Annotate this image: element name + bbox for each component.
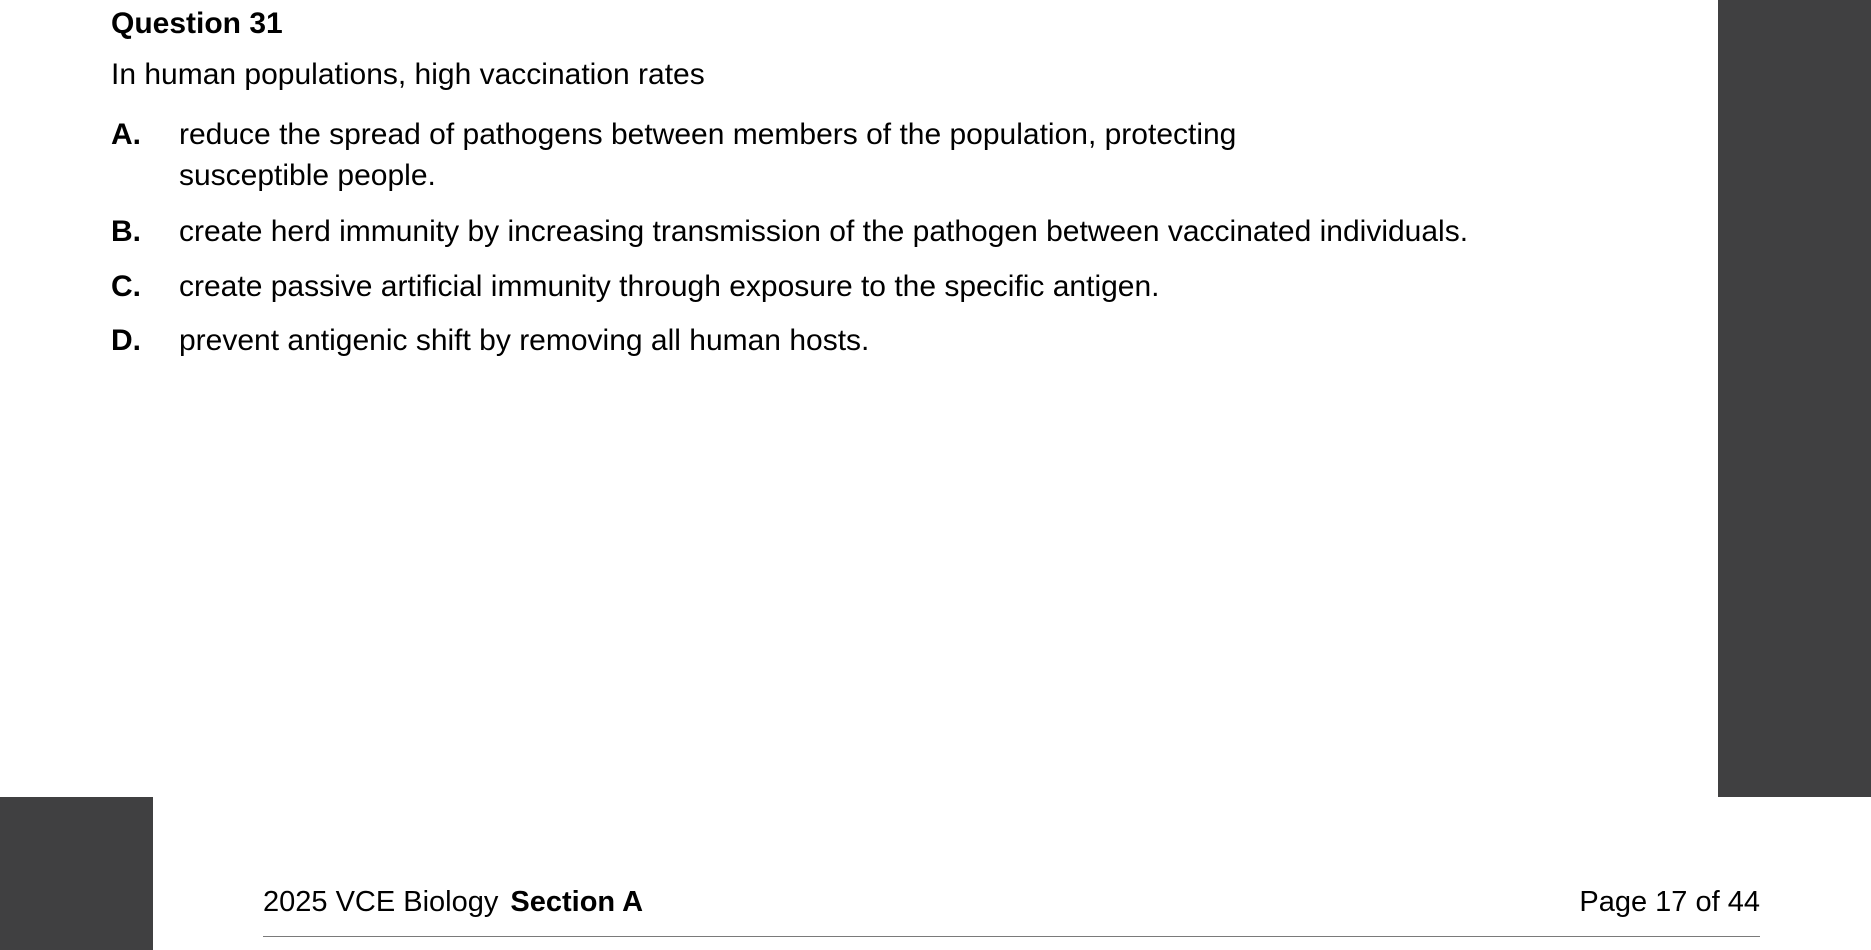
right-margin-bar [1718,0,1871,797]
option-text: prevent antigenic shift by removing all human hosts. [179,324,870,357]
footer-page-number: Page 17 of 44 [1579,886,1760,918]
option-letter: C. [111,270,141,303]
page-footer [263,884,1760,937]
option-letter: D. [111,324,141,357]
option-text: create herd immunity by increasing transmission of the pathogen between vaccinated individuals. [179,215,1469,248]
option-letter: B. [111,215,141,248]
question-title: Question 31 [111,7,283,40]
footer-exam-name: 2025 VCE Biology [263,886,499,918]
footer-exam-info [263,884,643,920]
option-letter: A. [111,118,141,151]
question-stem: In human populations, high vaccination rates [111,58,705,91]
option-text: create passive artificial immunity through exposure to the specific antigen. [179,270,1160,303]
option-text: reduce the spread of pathogens between members of the population, protecting susceptible people. [179,118,1237,192]
footer-section-name: Section A [510,886,644,918]
left-margin-block [0,797,153,950]
